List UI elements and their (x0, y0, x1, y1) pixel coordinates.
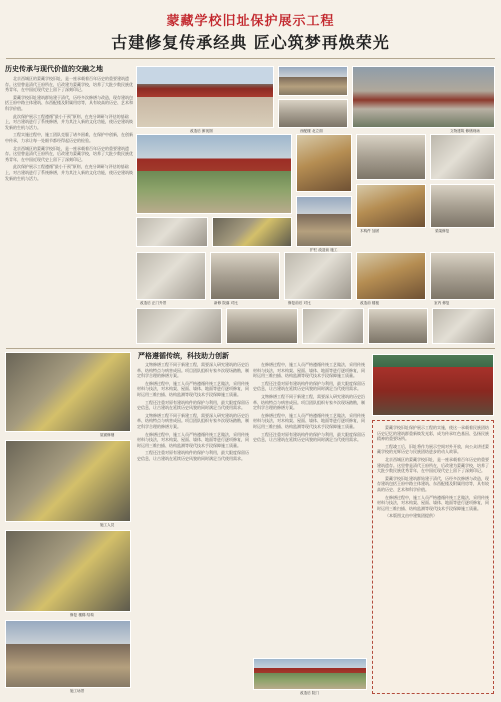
section-divider (6, 348, 495, 349)
caption: 西配楼 北立面 (300, 129, 323, 133)
section2-paragraph: 在修缮过程中，施工人员严格遵循传统工艺做法，采用传统材料与技法，对木构架、屋面、墙体、地面等进行逐项修复，同时运用三维扫描、结构监测等现代技术手段保障施工质量。 (253, 412, 365, 429)
photo-wall (136, 252, 206, 300)
section2-paragraph: 在修缮过程中，施工人员严格遵循传统工艺做法，采用传统材料与技法，对木构架、屋面、墙体、地面等进行逐项修复，同时运用三维扫描、结构监测等现代技术手段保障施工质量。 (137, 431, 249, 448)
section2-paragraph: 工程还注重对原有建筑构件的保护与利用，最大限度保留历史信息，让古建筑在延续历史风貌的同时满足当代使用需求。 (137, 399, 249, 411)
photo-workers-1 (5, 352, 131, 432)
photo-stone (136, 217, 208, 247)
section1-title: 历史传承与现代价值的交融之地 (5, 65, 103, 73)
section1-body (5, 76, 133, 346)
sidebar-paragraph: 蒙藏学校旧址保护展示工程的实施，使这一承载着民族团结历史记忆的建筑群重新焕发光彩，成为传承红色基因、弘扬民族精神的重要场所。 (377, 425, 489, 442)
caption: 改造后 正门外景 (140, 301, 167, 305)
photo-aerial (352, 66, 495, 128)
page-header (0, 0, 501, 58)
caption: 修复前后 对比 (288, 301, 311, 305)
sidebar-paragraph: 北京西城区的蒙藏学校旧址，是一座承载着百年历史的重要建筑遗存。这里曾是清代王府所在，后改建为蒙藏学校，培养了大批少数民族优秀青年，在中国近现代史上留下了深刻印记。 (377, 456, 489, 474)
photo-stone-2 (430, 134, 495, 180)
photo-floor (430, 252, 495, 300)
photo-courtyard (136, 134, 292, 214)
sidebar-paragraph: （本版图文由中建集团提供） (385, 513, 437, 519)
caption: 室内 修复 (434, 301, 450, 305)
photo-site-2 (296, 196, 352, 247)
section1-paragraph: 工程实施过程中，施工团队克服了诸多困难，在保护中创新，在创新中传承，力求让每一处细节都经得起历史的检验。 (5, 132, 133, 143)
caption: 文物建筑 修缮现场 (450, 129, 480, 133)
photo-interior-3 (430, 184, 495, 228)
header-top-title: 蒙藏学校旧址保护展示工程 (166, 14, 335, 29)
caption: 新修 院落 对比 (214, 301, 238, 305)
section1-paragraph: 此次保护展示工程遵循"最小干预"原则，在充分调研与评估的基础上，对古建筑进行了系统修缮，并为其注入新的文化功能，使历史建筑焕发新的生机与活力。 (5, 164, 133, 181)
section2-body-right (253, 362, 367, 654)
photo-repair-3 (302, 308, 364, 344)
caption: 护栏 改造前 施工 (310, 248, 338, 252)
photo-site-1 (278, 66, 348, 96)
photo-roof-structure (356, 252, 426, 300)
photo-repair-4 (368, 308, 428, 344)
photo-interior-1 (278, 99, 348, 128)
photo-repair-5 (432, 308, 495, 344)
photo-beam-2 (356, 184, 426, 228)
caption: 施工人员 (100, 523, 115, 527)
section2-paragraph: 文物修缮工程不同于新建工程，需要深入研究建筑的历史沿革、结构特点与病害成因。项目团队组织专家多次现场踏勘，制定科学合理的修缮方案。 (137, 412, 249, 429)
section2-paragraph: 工程还注重对原有建筑构件的保护与利用，最大限度保留历史信息，让古建筑在延续历史风貌的同时满足当代使用需求。 (253, 380, 365, 392)
section1-paragraph: 此次保护展示工程遵循"最小干预"原则，在充分调研与评估的基础上，对古建筑进行了系统修缮，并为其注入新的文化功能，使历史建筑焕发新的生机与活力。 (5, 113, 133, 130)
photo-main-building (136, 66, 274, 128)
sidebar-box (372, 420, 494, 694)
photo-repair-2 (226, 308, 298, 344)
caption: 改造后 俯视图 (190, 129, 213, 133)
section1-paragraph: 蒙藏学校旧址建筑群始建于清代，历经多次修缮与改造，现存建筑包括王府中路主体建筑、东西配楼及附属用房等，具有较高的历史、艺术和科学价值。 (5, 94, 133, 111)
header-main-title: 古建修复传承经典 匠心筑梦再焕荣光 (111, 33, 390, 52)
sidebar-paragraph: 在修缮过程中，施工人员严格遵循传统工艺做法，采用传统材料与技法，对木构架、屋面、墙体、地面等进行逐项修复，同时运用三维扫描、结构监测等现代技术手段保障施工质量。 (377, 494, 489, 511)
sidebar-paragraph: 工程竣工后，旧址将作为展示空间对外开放，向公众讲述蒙藏学校的光辉历史与民族团结进步的动人故事。 (377, 443, 489, 455)
photo-interior-2 (356, 134, 426, 180)
caption: 改造后 院门 (300, 691, 320, 695)
photo-construction (212, 217, 292, 247)
section1-paragraph: 北京西城区的蒙藏学校旧址，是一座承载着百年历史的重要建筑遗存。这里曾是清代王府所在，后改建为蒙藏学校，培养了大批少数民族优秀青年，在中国近现代史上留下了深刻印记。 (5, 76, 133, 93)
photo-bottom (253, 658, 367, 690)
photo-workers-3 (5, 530, 131, 612)
photo-workers-4 (5, 620, 131, 688)
section2-paragraph: 工程还注重对原有建筑构件的保护与利用，最大限度保留历史信息，让古建筑在延续历史风貌的同时满足当代使用需求。 (137, 450, 249, 461)
caption: 修复 楼梯 结构 (70, 613, 94, 617)
caption: 木构件 加固 (360, 229, 380, 233)
photo-column (284, 252, 352, 300)
header-divider (6, 58, 495, 59)
sidebar-body (377, 425, 489, 689)
section2-paragraph: 文物修缮工程不同于新建工程，需要深入研究建筑的历史沿革、结构特点与病害成因。项目团队组织专家多次现场踏勘，制定科学合理的修缮方案。 (253, 393, 365, 411)
sidebar-paragraph: 蒙藏学校旧址建筑群始建于清代，历经多次修缮与改造，现存建筑包括王府中路主体建筑、东西配楼及附属用房等，具有较高的历史、艺术和科学价值。 (377, 475, 489, 492)
photo-hall (210, 252, 280, 300)
photo-beam (296, 134, 352, 192)
section2-paragraph: 在修缮过程中，施工人员严格遵循传统工艺做法，采用传统材料与技法，对木构架、屋面、墙体、地面等进行逐项修复，同时运用三维扫描、结构监测等现代技术手段保障施工质量。 (253, 362, 365, 379)
caption: 屋面修缮 (100, 433, 115, 437)
section2-paragraph: 工程还注重对原有建筑构件的保护与利用，最大限度保留历史信息，让古建筑在延续历史风貌的同时满足当代使用需求。 (253, 431, 365, 443)
section2-title: 严格遵循传统，科技助力创新 (138, 352, 229, 360)
section1-paragraph: 北京西城区的蒙藏学校旧址，是一座承载着百年历史的重要建筑遗存。这里曾是清代王府所在，后改建为蒙藏学校，培养了大批少数民族优秀青年，在中国近现代史上留下了深刻印记。 (5, 145, 133, 162)
section2-paragraph: 在修缮过程中，施工人员严格遵循传统工艺做法，采用传统材料与技法，对木构架、屋面、墙体、地面等进行逐项修复，同时运用三维扫描、结构监测等现代技术手段保障施工质量。 (137, 380, 249, 397)
caption: 梁架修复 (435, 229, 450, 233)
section2-paragraph: 文物修缮工程不同于新建工程，需要深入研究建筑的历史沿革、结构特点与病害成因。项目团队组织专家多次现场踏勘，制定科学合理的修缮方案。 (137, 362, 249, 379)
photo-workers-2 (5, 440, 131, 522)
photo-repair-1 (136, 308, 222, 344)
caption: 施工场景 (70, 689, 85, 693)
caption: 改造前 楼板 (360, 301, 380, 305)
photo-gate (372, 354, 494, 416)
section2-body-left (137, 362, 249, 694)
